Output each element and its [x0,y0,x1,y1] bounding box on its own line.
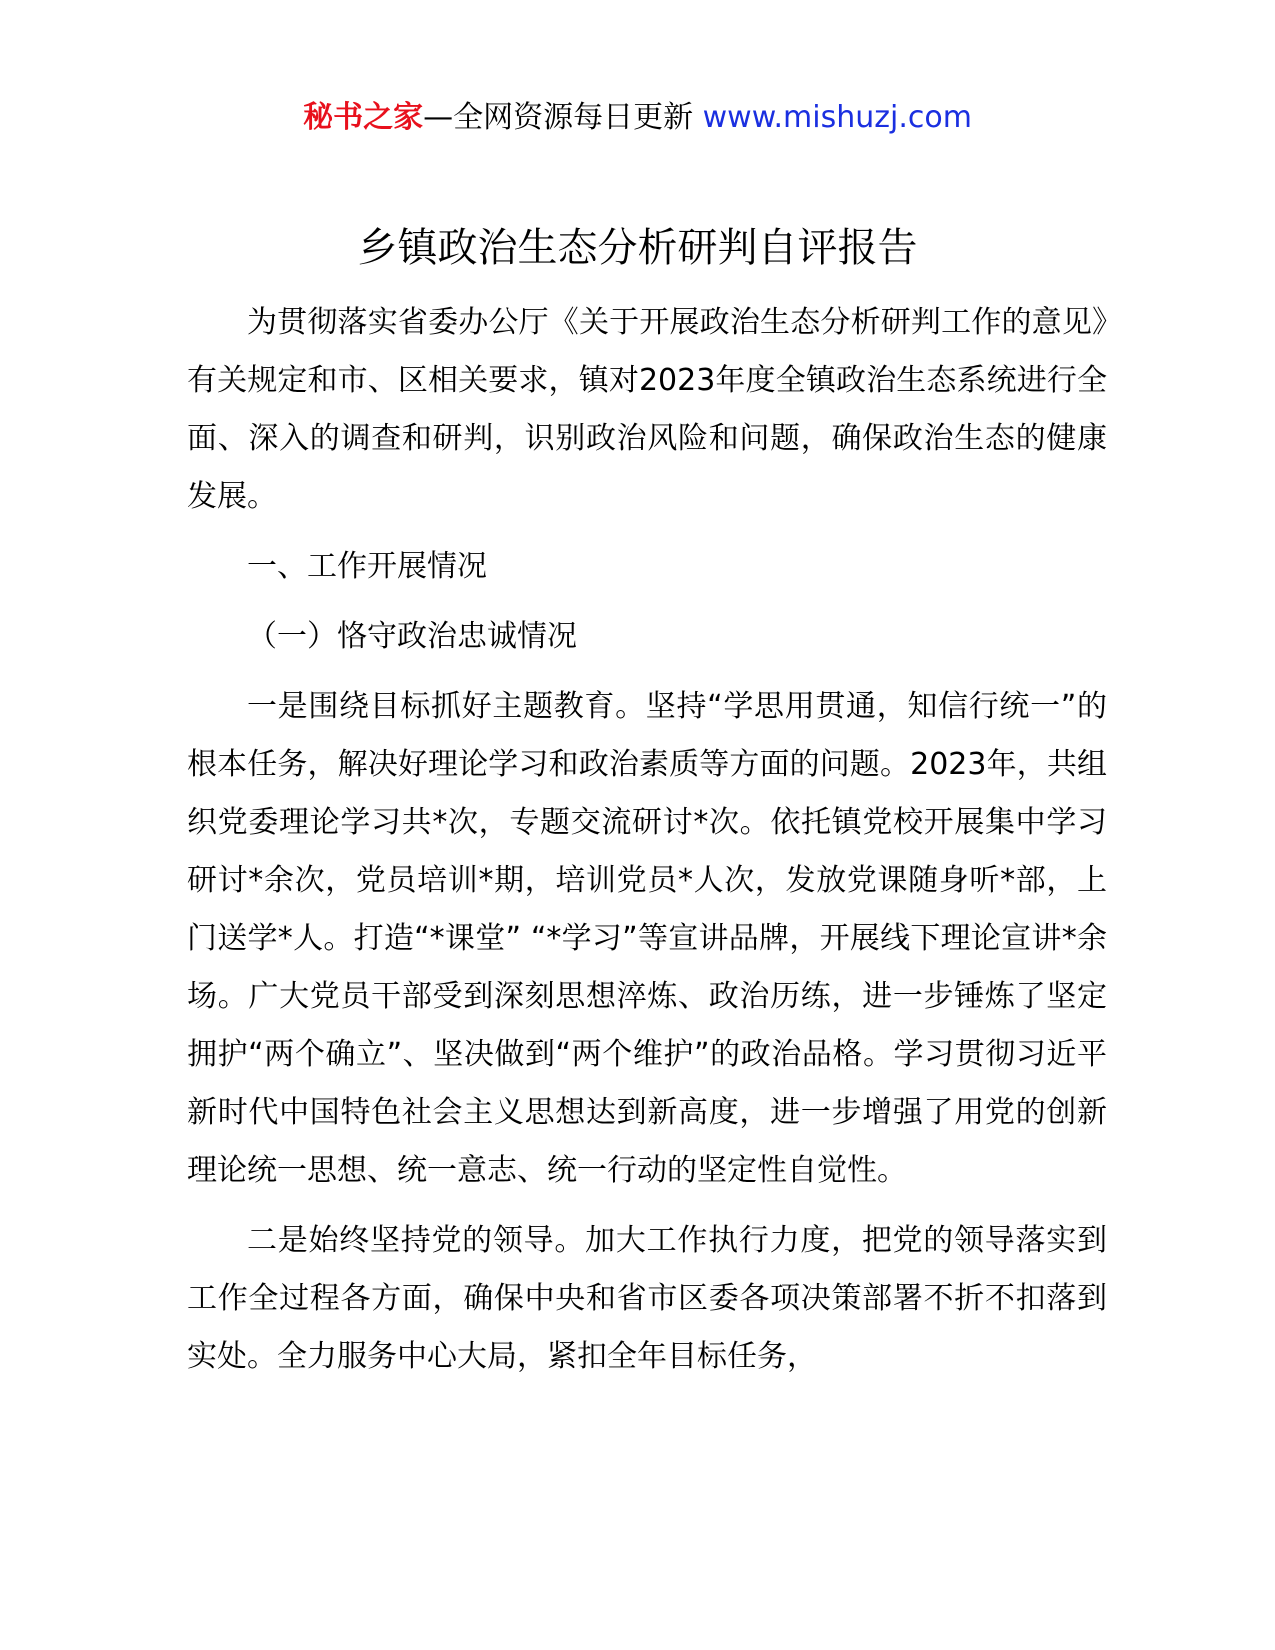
document-title: 乡镇政治生态分析研判自评报告 [357,225,918,271]
subsection-heading: （一）恪守政治忠诚情况 [247,619,577,654]
body-paragraph: 二是始终坚持党的领导。加大工作执行力度，把党的领导落实到工作全过程各方面，确保中央和省市区委各项决策部署不折不扣落到实处。全力服务中心大局，紧扣全年目标任务， [187,1223,1107,1374]
site-header [0,98,1275,138]
document-body [187,294,1107,1398]
site-brand: 秘书之家 [303,100,424,135]
site-tagline: —全网资源每日更新 [423,100,694,135]
intro-paragraph: 为贯彻落实省委办公厅《关于开展政治生态分析研判工作的意见》有关规定和市、区相关要求，镇对2023年度全镇政治生态系统进行全面、深入的调查和研判，识别政治风险和问题，确保政治生态的健康发展。 [187,305,1107,514]
section-heading: 一、工作开展情况 [247,549,487,584]
body-paragraph: 一是围绕目标抓好主题教育。坚持“学思用贯通，知信行统一”的根本任务，解决好理论学习和政治素质等方面的问题。2023年，共组织党委理论学习共*次，专题交流研讨*次。依托镇党校开展集中学习研讨*余次，党员培训*期，培训党员*人次，发放党课随身听*部，上门送学*人。打造“*课堂” “*学习”等宣讲品牌，开展线下理论宣讲*余场。广大党员干部受到深刻思想淬炼、政治历练，进一步锤炼了坚定拥护“两个确立”、坚决做到“两个维护”的政治品格。学习贯彻习近平新时代中国特色社会主义思想达到新高度，进一步增强了用党的创新理论统一思想、统一意志、统一行动的坚定性自觉性。 [187,689,1107,1188]
site-url-link[interactable]: www.mishuzj.com [702,100,972,135]
